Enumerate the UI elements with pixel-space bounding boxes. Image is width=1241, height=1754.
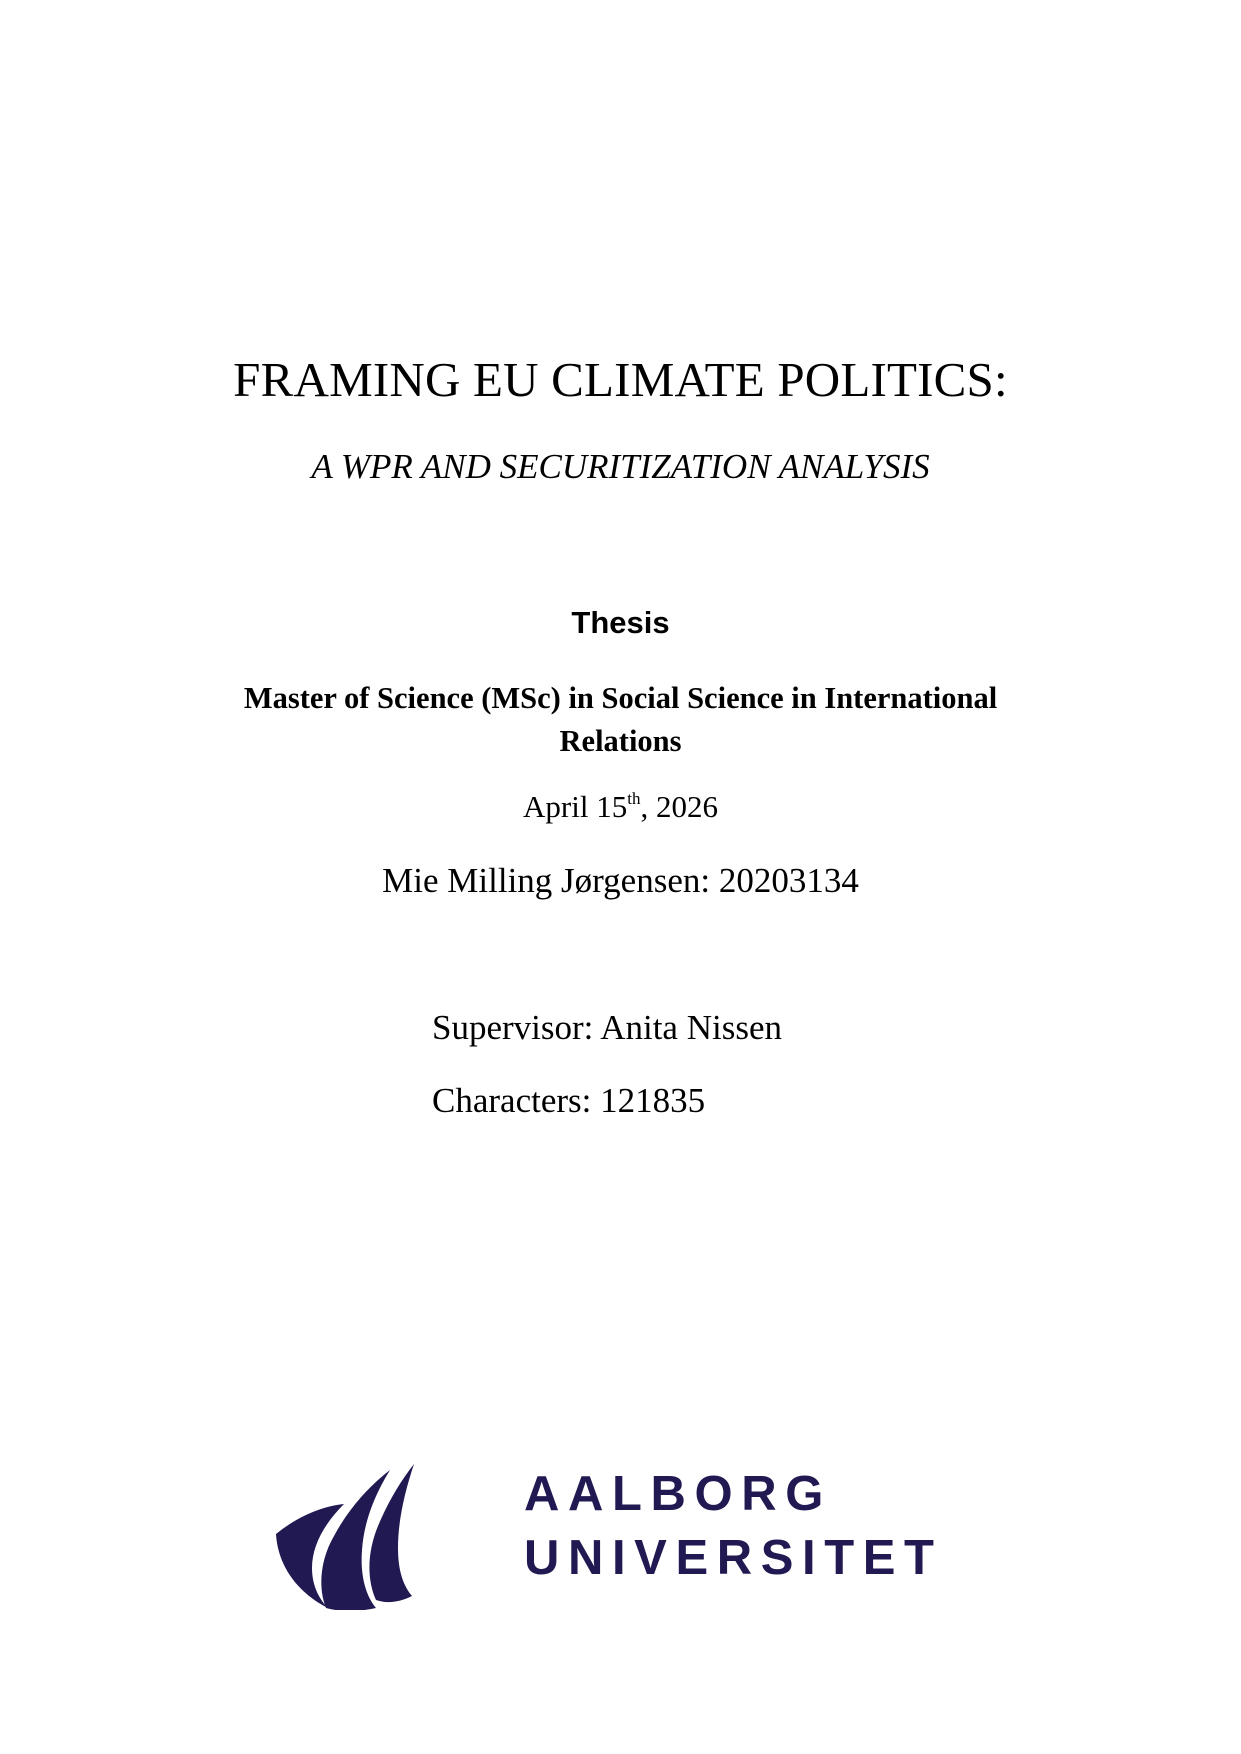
wordmark-line-2: UNIVERSITET [524,1531,943,1585]
thesis-subtitle: A WPR AND SECURITIZATION ANALYSIS [311,447,930,486]
supervisor-line: Supervisor: Anita Nissen [432,1008,782,1047]
thesis-title: FRAMING EU CLIMATE POLITICS: [233,352,1008,407]
wordmark-line-1: AALBORG [524,1467,832,1521]
submission-date [0,788,1241,826]
date-suffix: , 2026 [640,789,718,824]
degree-line-1: Master of Science (MSc) in Social Science in International [243,681,998,715]
aalborg-university-wordmark [524,1462,943,1590]
degree-line-2: Relations [559,724,682,758]
date-prefix: April 15 [523,789,628,824]
date-ordinal: th [627,789,641,808]
aalborg-university-wave-icon [268,1450,428,1610]
author-line: Mie Milling Jørgensen: 20203134 [382,861,859,900]
degree-program [0,677,1241,763]
document-type-label: Thesis [571,605,670,640]
character-count-line: Characters: 121835 [432,1081,706,1120]
